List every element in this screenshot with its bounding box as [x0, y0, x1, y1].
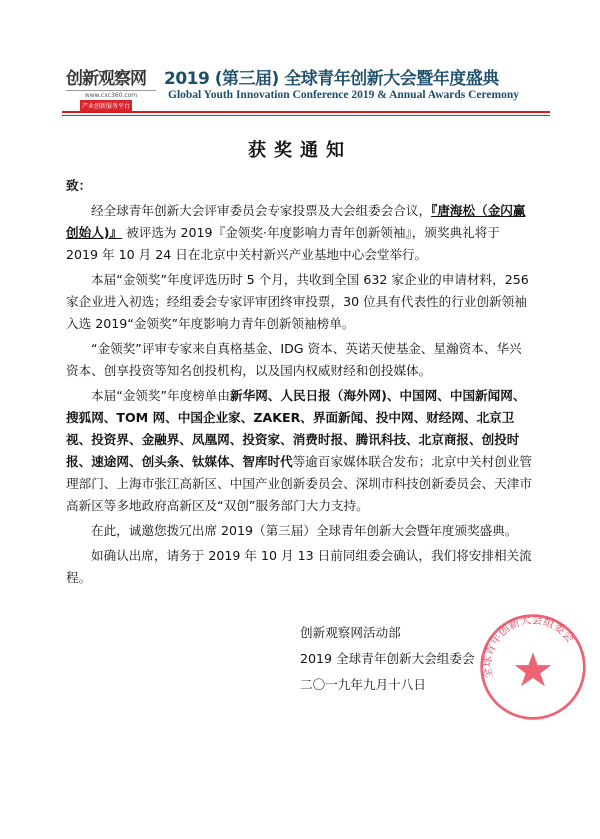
signature-org-1: 创新观察网活动部 [300, 625, 401, 640]
seal-star-icon [515, 652, 552, 686]
seal-text: 全球青年创新大会组委会 [480, 613, 577, 680]
text: 经全球青年创新大会评审委员会专家投票及大会组委会合议， [91, 203, 432, 218]
paragraph-4 [66, 385, 532, 517]
logo-tagline: 产业创新服务平台 [80, 100, 132, 111]
logo-url: www.cxc360.com [84, 92, 138, 99]
notice-heading: 获奖通知 [248, 140, 352, 161]
paragraph-3: “金领奖”评审专家来自真格基金、IDG 资本、英诺天使基金、星瀚资本、华兴资本、创享投资等知名创投机构，以及国内权威财经和创投媒体。 [66, 341, 522, 378]
paragraph-5: 在此，诚邀您拨冗出席 2019（第三届）全球青年创新大会暨年度颁奖盛典。 [91, 523, 518, 538]
text: 本届“金领奖”年度榜单由 [91, 388, 230, 403]
salutation: 致： [66, 178, 92, 193]
signature-org-2: 2019 全球青年创新大会组委会 [300, 651, 475, 666]
header-divider [62, 111, 550, 113]
document-title: 2019 (第三届) 全球青年创新大会暨年度盛典 [164, 69, 499, 89]
document-subtitle: Global Youth Innovation Conference 2019 & Annual Awards Ceremony [168, 89, 519, 101]
header-divider-thin [62, 115, 550, 116]
signature-date: 二〇一九年九月十八日 [300, 677, 426, 692]
media-list: 新华网、人民日报（海外网)、中国网、中国新闻网、搜狐网、TOM 网、中国企业家、ZAKER、界面新闻、投中网、财经网、北京卫视、投资界、金融界、凤凰网、投资家、消费时报、腾讯科技、北京商报、创投时报、速途网、创头条、钛媒体、智库时代 [66, 388, 526, 469]
logo [66, 64, 156, 111]
paragraph-1 [66, 200, 532, 266]
official-seal [478, 612, 588, 722]
nominee-name: 『唐海松（金闪赢创始人)』 [66, 203, 526, 240]
text: 被评选为 2019『金领奖·年度影响力青年创新领袖』，颁奖典礼将于 2019 年 10 月 24 日在北京中关村新兴产业基地中心会堂举行。 [66, 225, 500, 262]
text: 等逾百家媒体联合发布；北京中关村创业管理部门、上海市张江高新区、中国产业创新委员会、深圳市科技创新委员会、天津市高新区等多地政府高新区及“双创”服务部门大力支持。 [66, 454, 532, 513]
notice-body [66, 175, 532, 592]
logo-name: 创新观察网 [66, 64, 156, 91]
paragraph-6: 如确认出席，请务于 2019 年 10 月 13 日前同组委会确认，我们将安排相关流程。 [66, 548, 532, 585]
paragraph-2: 本届“金领奖”年度评选历时 5 个月，共收到全国 632 家企业的申请材料，256 家企业进入初选；经组委会专家评审团终审投票，30 位具有代表性的行业创新领袖入选 2019“金领奖”年度影响力青年创新领袖榜单。 [66, 272, 529, 331]
